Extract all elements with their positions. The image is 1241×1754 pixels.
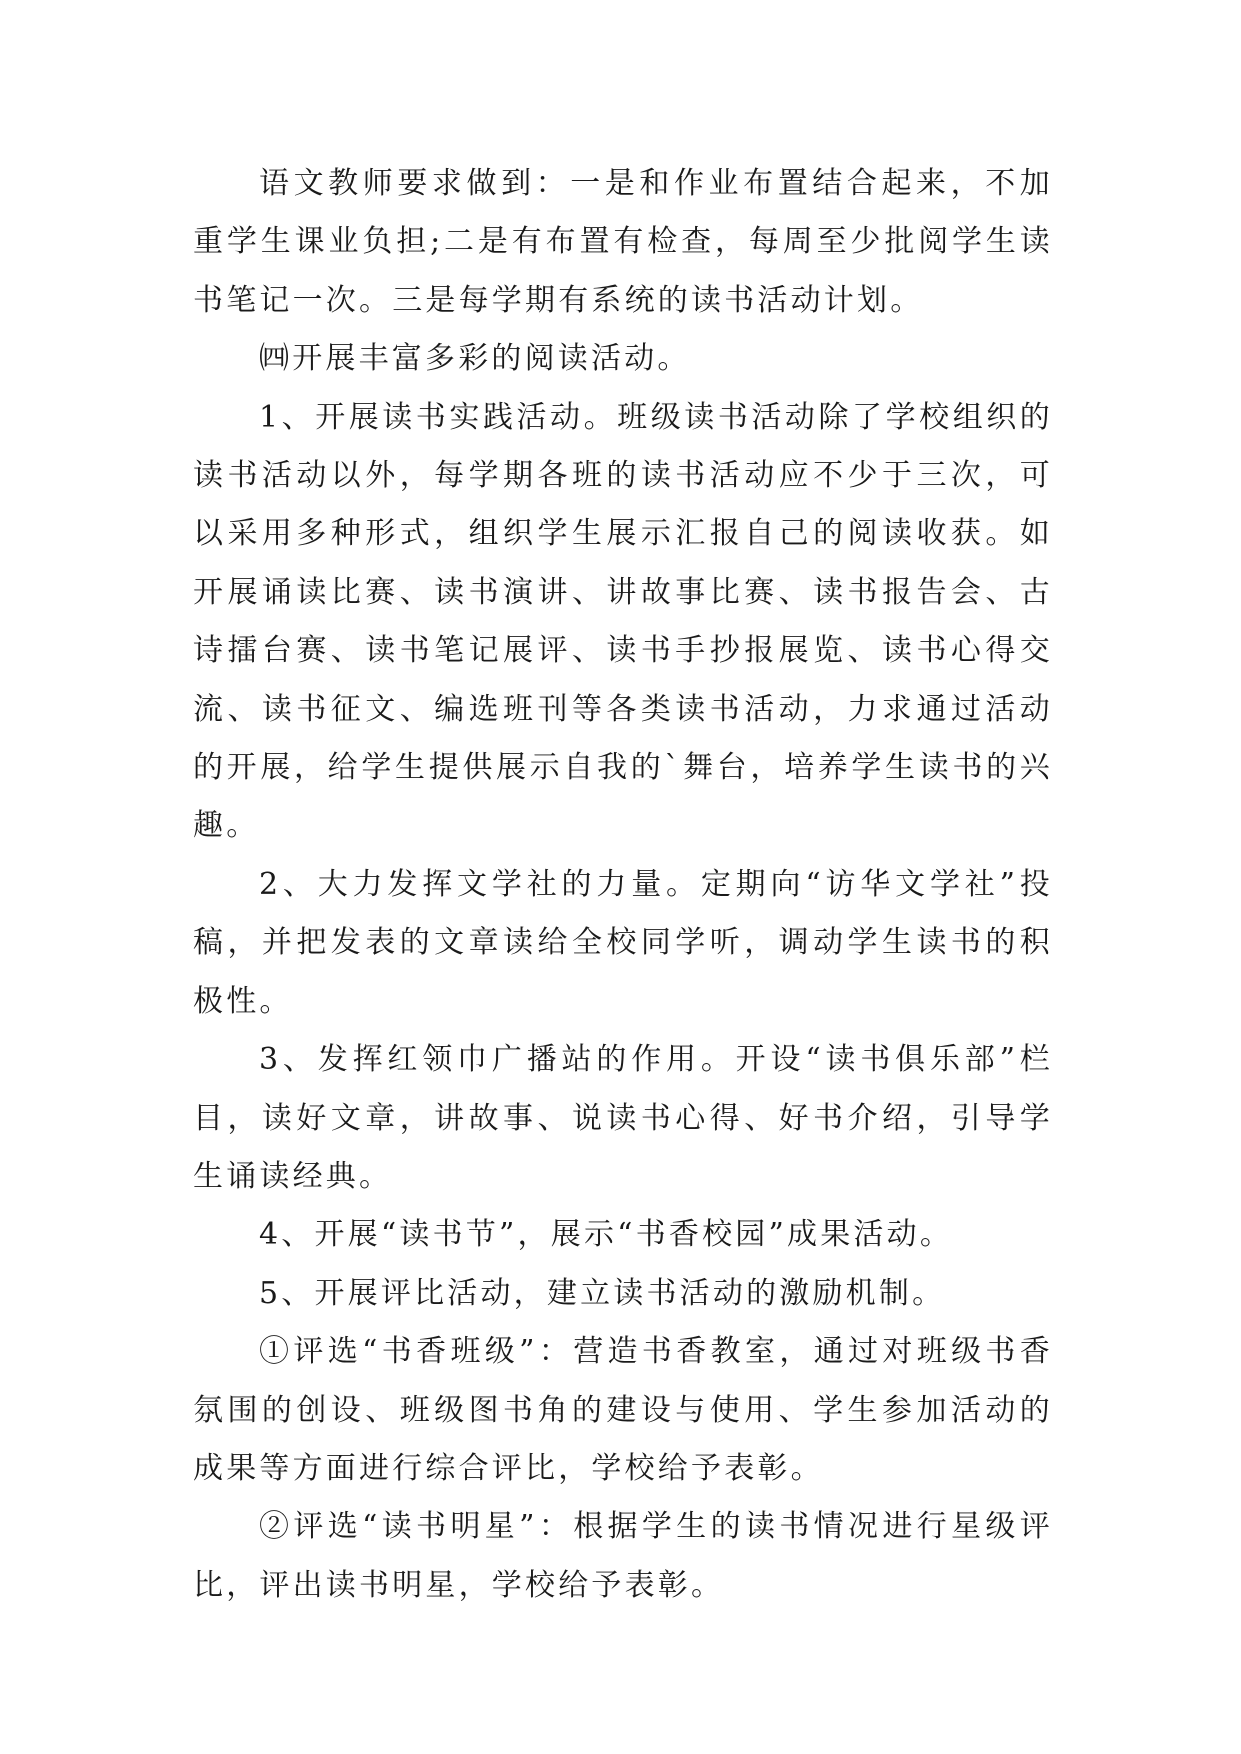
paragraph-item-2-literary-society: 2、大力发挥文学社的力量。定期向“访华文学社”投稿，并把发表的文章读给全校同学听，调动学生读书的积极性。 (193, 866, 1053, 1019)
section-heading-reading-activities: ㈣开展丰富多彩的阅读活动。 (259, 341, 691, 377)
paragraph-item-4-reading-festival: 4、开展“读书节”，展示“书香校园”成果活动。 (259, 1217, 954, 1253)
paragraph-item-3-radio-station: 3、发挥红领巾广播站的作用。开设“读书俱乐部”栏目，读好文章，讲故事、说读书心得、好书介绍，引导学生诵读经典。 (193, 1042, 1053, 1194)
paragraph-subitem-2-reading-star: ②评选“读书明星”：根据学生的读书情况进行星级评比，评出读书明星，学校给予表彰。 (193, 1509, 1053, 1603)
paragraph-item-1-reading-practice: 1、开展读书实践活动。班级读书活动除了学校组织的读书活动以外，每学期各班的读书活动应不少于三次，可以采用多种形式，组织学生展示汇报自己的阅读收获。如开展诵读比赛、读书演讲、讲故事比赛、读书报告会、古诗擂台赛、读书笔记展评、读书手抄报展览、读书心得交流、读书征文、编选班刊等各类读书活动，力求通过活动的开展，给学生提供展示自我的`舞台，培养学生读书的兴趣。 (193, 399, 1053, 844)
paragraph-subitem-1-scholarly-class: ①评选“书香班级”：营造书香教室，通过对班级书香氛围的创设、班级图书角的建设与使用、学生参加活动的成果等方面进行综合评比，学校给予表彰。 (193, 1334, 1053, 1486)
document-body (193, 155, 1053, 1615)
paragraph-teacher-requirements: 语文教师要求做到：一是和作业布置结合起来，不加重学生课业负担;二是有布置有检查，每周至少批阅学生读书笔记一次。三是每学期有系统的读书活动计划。 (193, 166, 1053, 318)
paragraph-item-5-evaluation: 5、开展评比活动，建立读书活动的激励机制。 (259, 1275, 946, 1311)
